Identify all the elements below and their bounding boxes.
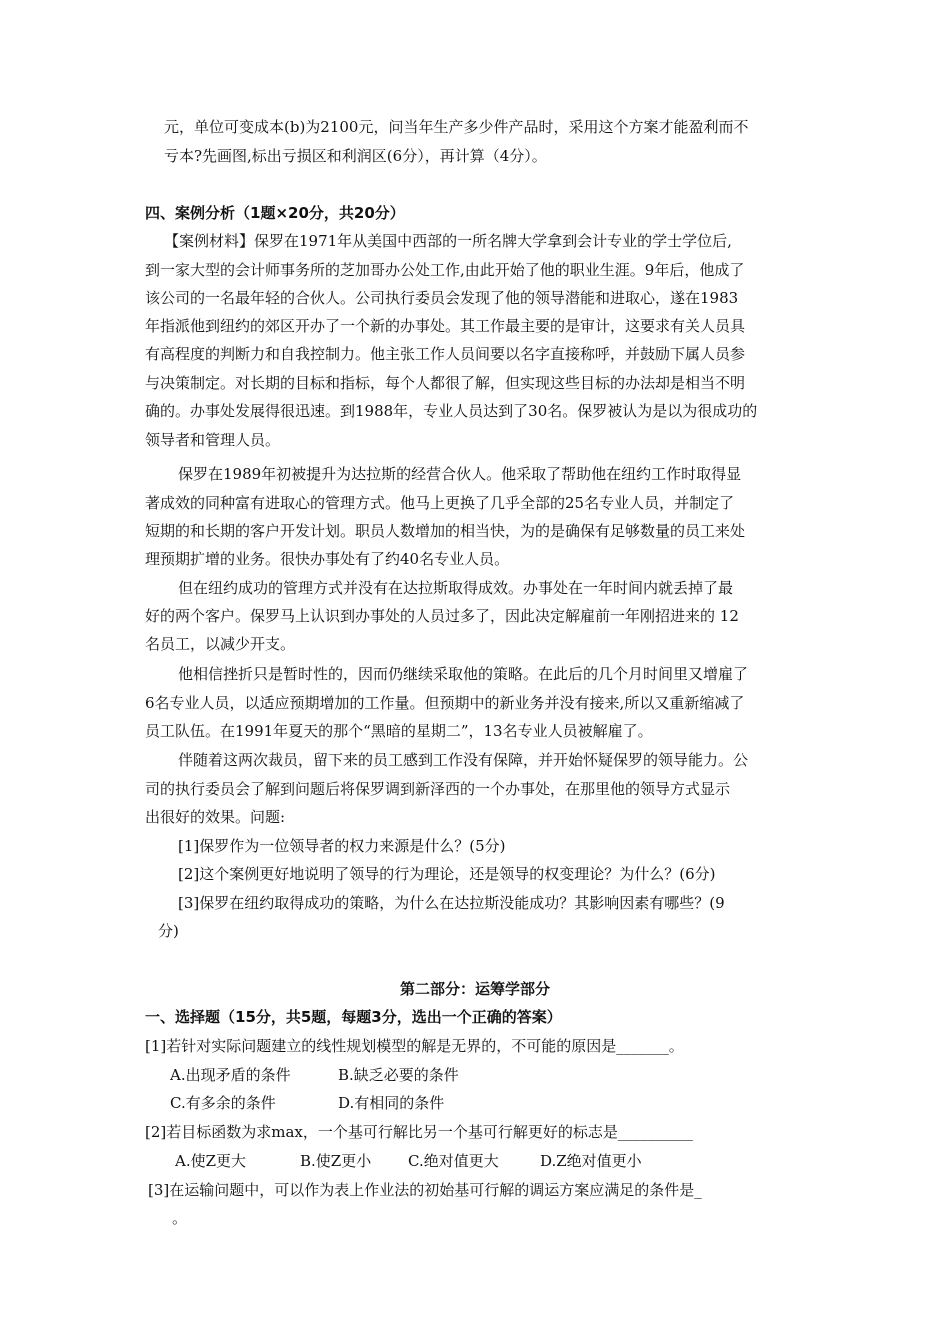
mc-q1-option-a: A.出现矛盾的条件 (170, 1066, 291, 1084)
case-paragraph-line: 短期的和长期的客户开发计划。职员人数增加的相当快，为的是确保有足够数量的员工来处 (145, 522, 746, 540)
case-paragraph-line: 司的执行委员会了解到问题后将保罗调到新泽西的一个办事处，在那里他的领导方式显示 (145, 780, 731, 798)
case-paragraph-line: 名员工，以减少开支。 (145, 635, 296, 653)
mc-question-1-options-row-1 (170, 1065, 810, 1085)
problem-text-line-1: 元，单位可变成本(b)为2100元，问当年生产多少件产品时，采用这个方案才能盈利而不 (164, 118, 749, 136)
case-paragraph-line: 但在纽约成功的管理方式并没有在达拉斯取得成效。办事处在一年时间内就丢掉了最 (178, 579, 734, 597)
case-paragraph-line: 著成效的同种富有进取心的管理方式。他马上更换了几乎全部的25名专业人员，并制定了 (145, 494, 735, 512)
case-paragraph-line: 年指派他到纽约的郊区开办了一个新的办事处。其工作最主要的是审计，这要求有关人员具 (145, 317, 746, 335)
case-paragraph-line: 有高程度的判断力和自我控制力。他主张工作人员间要以名字直接称呼，并鼓励下属人员参 (145, 345, 746, 363)
mc-section-heading: 一、选择题（15分，共5题，每题3分，选出一个正确的答案） (145, 1008, 562, 1026)
case-paragraph-line: 他相信挫折只是暂时性的，因而仍继续采取他的策略。在此后的几个月时间里又增雇了 (178, 665, 749, 683)
mc-question-1: [1]若针对实际问题建立的线性规划模型的解是无界的，不可能的原因是_______。 (145, 1037, 684, 1055)
case-paragraph-line: 该公司的一名最年轻的合伙人。公司执行委员会发现了他的领导潜能和进取心，遂在1983 (145, 289, 739, 307)
mc-question-2-options (175, 1151, 815, 1171)
mc-q1-option-d: D.有相同的条件 (338, 1094, 445, 1112)
case-question-3-cont: 分) (158, 922, 179, 940)
case-paragraph-line: 到一家大型的会计师事务所的芝加哥办公处工作,由此开始了他的职业生涯。9年后，他成了 (145, 261, 745, 279)
mc-question-1-options-row-2 (170, 1093, 810, 1113)
case-paragraph-line: 【案例材料】保罗在1971年从美国中西部的一所名牌大学拿到会计专业的学士学位后, (164, 232, 732, 250)
mc-q2-option-c: C.绝对值更大 (408, 1152, 499, 1170)
part2-title: 第二部分：运筹学部分 (399, 980, 550, 998)
case-paragraph-line: 出很好的效果。问题: (145, 808, 286, 826)
case-question-3: [3]保罗在纽约取得成功的策略，为什么在达拉斯没能成功？其影响因素有哪些？(9 (178, 894, 725, 912)
case-paragraph-line: 6名专业人员，以适应预期增加的工作量。但预期中的新业务并没有接来,所以又重新缩减了 (145, 694, 745, 712)
mc-q2-option-a: A.使Z更大 (175, 1152, 247, 1170)
case-paragraph-line: 好的两个客户。保罗马上认识到办事处的人员过多了，因此决定解雇前一年刚招进来的 12 (145, 607, 739, 625)
mc-q1-option-c: C.有多余的条件 (170, 1094, 276, 1112)
case-paragraph-line: 伴随着这两次裁员，留下来的员工感到工作没有保障，并开始怀疑保罗的领导能力。公 (178, 751, 749, 769)
section4-heading: 四、案例分析（1题×20分，共20分） (145, 204, 405, 222)
case-paragraph-line: 员工队伍。在1991年夏天的那个“黑暗的星期二”，13名专业人员被解雇了。 (145, 722, 653, 740)
case-paragraph-line: 理预期扩增的业务。很快办事处有了约40名专业人员。 (145, 550, 510, 568)
mc-question-3: [3]在运输问题中，可以作为表上作业法的初始基可行解的调运方案应满足的条件是_ (148, 1181, 702, 1199)
case-paragraph-line: 领导者和管理人员。 (145, 431, 281, 449)
case-question-2: [2]这个案例更好地说明了领导的行为理论，还是领导的权变理论？为什么？(6分) (178, 865, 716, 883)
mc-question-3-cont: 。 (172, 1209, 188, 1227)
case-question-1: [1]保罗作为一位领导者的权力来源是什么？(5分) (178, 837, 506, 855)
problem-text-line-2: 亏本?先画图,标出亏损区和利润区(6分），再计算（4分）。 (164, 147, 547, 165)
case-paragraph-line: 与决策制定。对长期的目标和指标，每个人都很了解，但实现这些目标的办法却是相当不明 (145, 374, 746, 392)
mc-question-2: [2]若目标函数为求max，一个基可行解比另一个基可行解更好的标志是__________ (145, 1123, 693, 1141)
case-paragraph-line: 保罗在1989年初被提升为达拉斯的经营合伙人。他采取了帮助他在纽约工作时取得显 (178, 465, 742, 483)
mc-q2-option-b: B.使Z更小 (300, 1152, 372, 1170)
mc-q1-option-b: B.缺乏必要的条件 (338, 1066, 459, 1084)
case-paragraph-line: 确的。办事处发展得很迅速。到1988年，专业人员达到了30名。保罗被认为是以为很成功的 (145, 402, 758, 420)
mc-q2-option-d: D.Z绝对值更小 (540, 1152, 642, 1170)
